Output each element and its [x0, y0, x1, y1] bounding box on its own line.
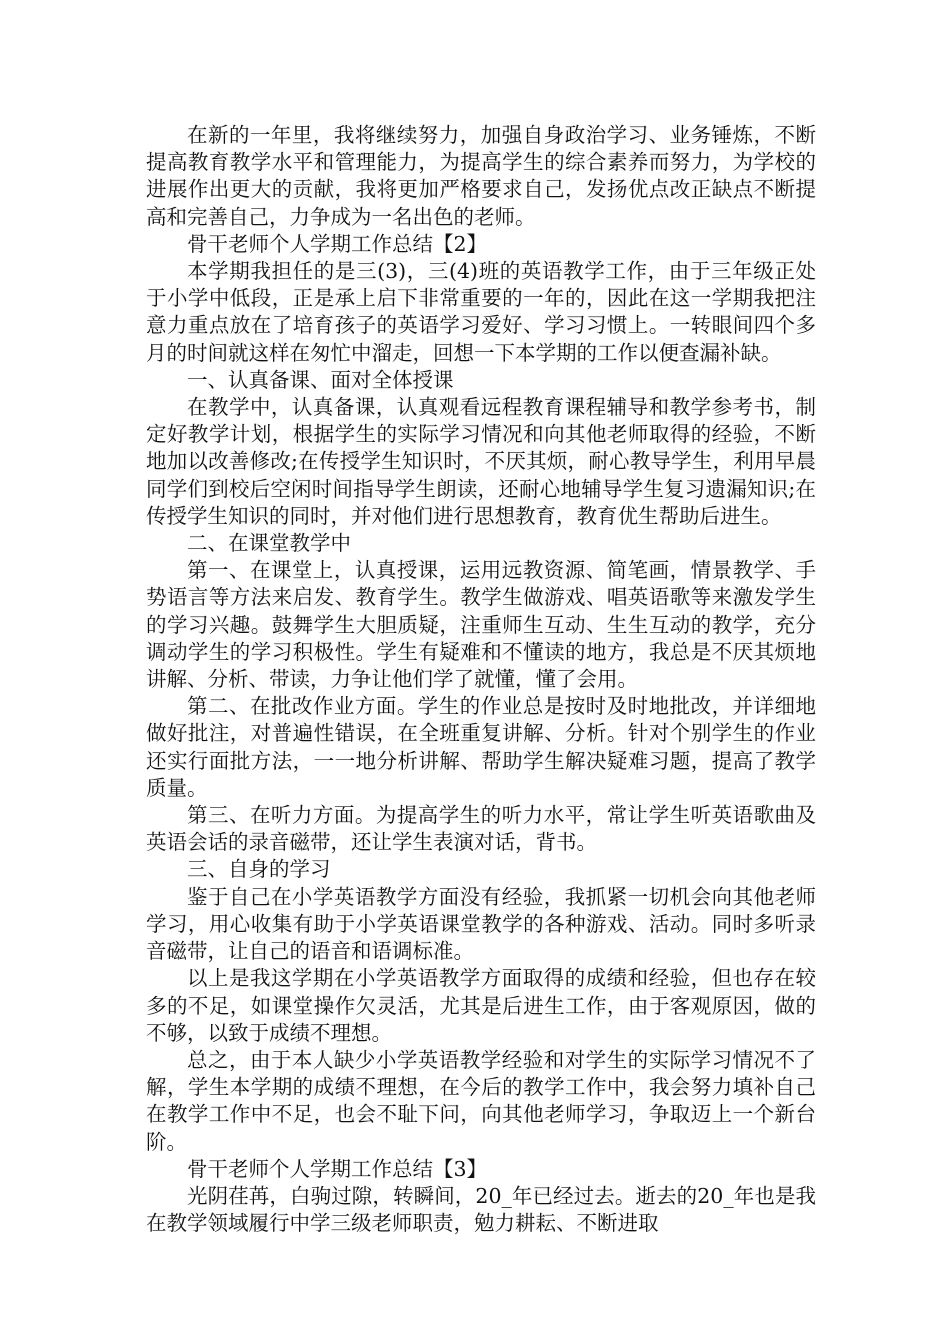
- subheading-self-study: 三、自身的学习: [187, 857, 331, 882]
- subheading-lesson-prep: 一、认真备课、面对全体授课: [187, 367, 454, 392]
- paragraph-conclusion: 总之，由于本人缺少小学英语教学经验和对学生的实际学习情况不了解，学生本学期的成绩不理想，在今后的教学工作中，我会努力填补自己在教学工作中不足，也会不耻下问，向其他老师学习，争取迈上一个新台阶。: [146, 1047, 816, 1154]
- paragraph-homework-second: 第二、在批改作业方面。学生的作业总是按时及时地批改，并详细地做好批注，对普遍性错误，在全班重复讲解、分析。针对个别学生的作业还实行面批方法，一一地分析讲解、帮助学生解决疑难习题，提高了教学质量。: [146, 694, 816, 800]
- paragraph-closing-goals: 在新的一年里，我将继续努力，加强自身政治学习、业务锤炼，不断提高教育教学水平和管理能力，为提高学生的综合素养而努力，为学校的进展作出更大的贡献，我将更加严格要求自己，发扬优点改正缺点不断提高和完善自己，力争成为一名出色的老师。: [146, 123, 816, 229]
- document-page: [146, 122, 816, 1237]
- paragraph-shortcomings: 以上是我这学期在小学英语教学方面取得的成绩和经验，但也存在较多的不足，如课堂操作欠灵活，尤其是后进生工作，由于客观原因，做的不够，以致于成绩不理想。: [146, 966, 816, 1045]
- subheading-classroom-teaching: 二、在课堂教学中: [187, 531, 351, 556]
- paragraph-self-study: 鉴于自己在小学英语教学方面没有经验，我抓紧一切机会向其他老师学习，用心收集有助于小学英语课堂教学的各种游戏、活动。同时多听录音磁带，让自己的语音和语调标准。: [146, 884, 816, 964]
- paragraph-lesson-prep: 在教学中，认真备课，认真观看远程教育课程辅导和教学参考书，制定好教学计划，根据学生的实际学习情况和向其他老师取得的经验，不断地加以改善修改;在传授学生知识时，不厌其烦，耐心教导学生，利用早晨同学们到校后空闲时间指导学生朗读，还耐心地辅导学生复习遗漏知识;在传授学生知识的同时，并对他们进行思想教育，教育优生帮助后进生。: [146, 395, 816, 528]
- paragraph-classroom-first: 第一、在课堂上，认真授课，运用远教资源、简笔画，情景教学、手势语言等方法来启发、教育学生。教学生做游戏、唱英语歌等来激发学生的学习兴趣。鼓舞学生大胆质疑，注重师生互动、生生互动的教学，充分调动学生的学习积极性。学生有疑难和不懂读的地方，我总是不厌其烦地讲解、分析、带读，力争让他们学了就懂，懂了会用。: [146, 558, 816, 692]
- paragraph-intro-2: 本学期我担任的是三(3)，三(4)班的英语教学工作，由于三年级正处于小学中低段，正是承上启下非常重要的一年的，因此在这一学期我把注意力重点放在了培育孩子的英语学习爱好、学习习惯上。一转眼间四个多月的时间就这样在匆忙中溜走，回想一下本学期的工作以便查漏补缺。: [146, 259, 816, 365]
- section-heading-summary-2: 骨干老师个人学期工作总结【2】: [187, 231, 488, 256]
- paragraph-listening-third: 第三、在听力方面。为提高学生的听力水平，常让学生听英语歌曲及英语会话的录音磁带，还让学生表演对话，背书。: [146, 803, 816, 855]
- paragraph-intro-3: 光阴荏苒，白驹过隙，转瞬间，20_年已经过去。逝去的20_年也是我在教学领域履行中学三级老师职责，勉力耕耘、不断进取: [146, 1183, 816, 1236]
- section-heading-summary-3: 骨干老师个人学期工作总结【3】: [187, 1156, 488, 1181]
